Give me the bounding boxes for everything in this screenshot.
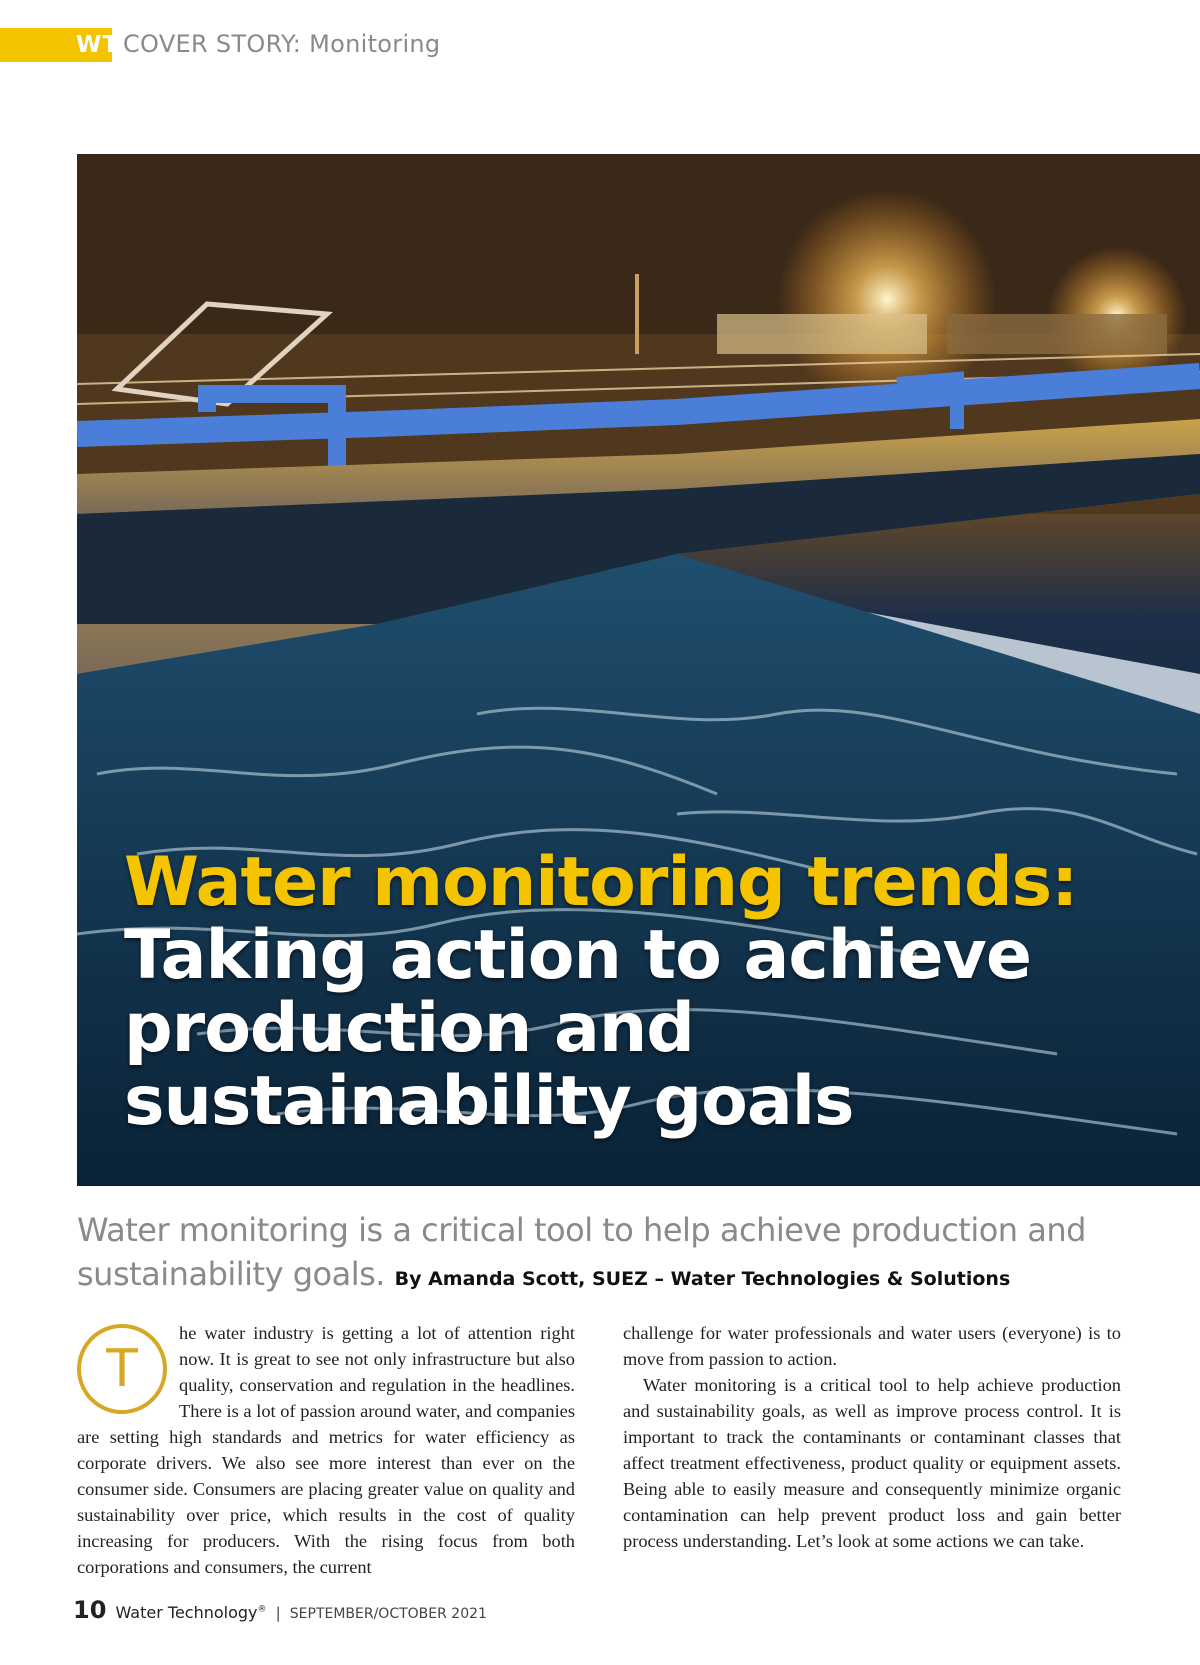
body-column-1 — [77, 1320, 575, 1580]
body-paragraph: Water monitoring is a critical tool to help achieve production and sustainability goals, as well as improve process control. It is important to track the contaminants or contaminant classes that affect treatment effectiveness, product quality or equipment assets. Being able to easily measure and consequently minimize organic contamination can help prevent product loss and gain better process understanding. Let’s look at some actions we can take. — [623, 1375, 1121, 1551]
headline-line-3: production and — [124, 989, 694, 1068]
article-deck — [77, 1208, 1177, 1301]
body-paragraph: he water industry is getting a lot of attention right now. It is great to see not only infrastructure but also quality, conservation and regulation in the headlines. There is a lot of passion around water, and companies are setting high standards and metrics for water efficiency as corporate drivers. We also see more interest than ever on the consumer side. Consumers are placing greater value on quality and sustainability over price, which results in the cost of quality increasing for producers. With the rising focus from both corporations and consumers, the current — [77, 1323, 575, 1577]
headline-line-2: Taking action to achieve — [124, 916, 1031, 995]
headline-line-4: sustainability goals — [124, 1062, 854, 1141]
deck-text: Water monitoring is a critical tool to help achieve production and sustainability goals. — [77, 1211, 1086, 1293]
byline: By Amanda Scott, SUEZ – Water Technologies & Solutions — [394, 1268, 1011, 1290]
issue-date: SEPTEMBER/OCTOBER 2021 — [289, 1606, 487, 1622]
footer-separator: | — [275, 1604, 281, 1622]
hero-photo — [77, 154, 1200, 1186]
headline-line-1: Water monitoring trends: — [124, 843, 1078, 922]
page-number: 10 — [73, 1596, 107, 1624]
wt-badge: WT — [76, 32, 120, 58]
body-column-2 — [623, 1320, 1121, 1554]
registered-mark: ® — [257, 1604, 267, 1615]
magazine-name: Water Technology — [115, 1603, 258, 1622]
drop-cap: T — [77, 1324, 167, 1414]
page-footer — [73, 1596, 487, 1624]
body-paragraph: challenge for water professionals and water users (everyone) is to move from passion to action. — [623, 1323, 1121, 1369]
headline — [124, 843, 1124, 1141]
section-title: COVER STORY: Monitoring — [123, 30, 441, 58]
